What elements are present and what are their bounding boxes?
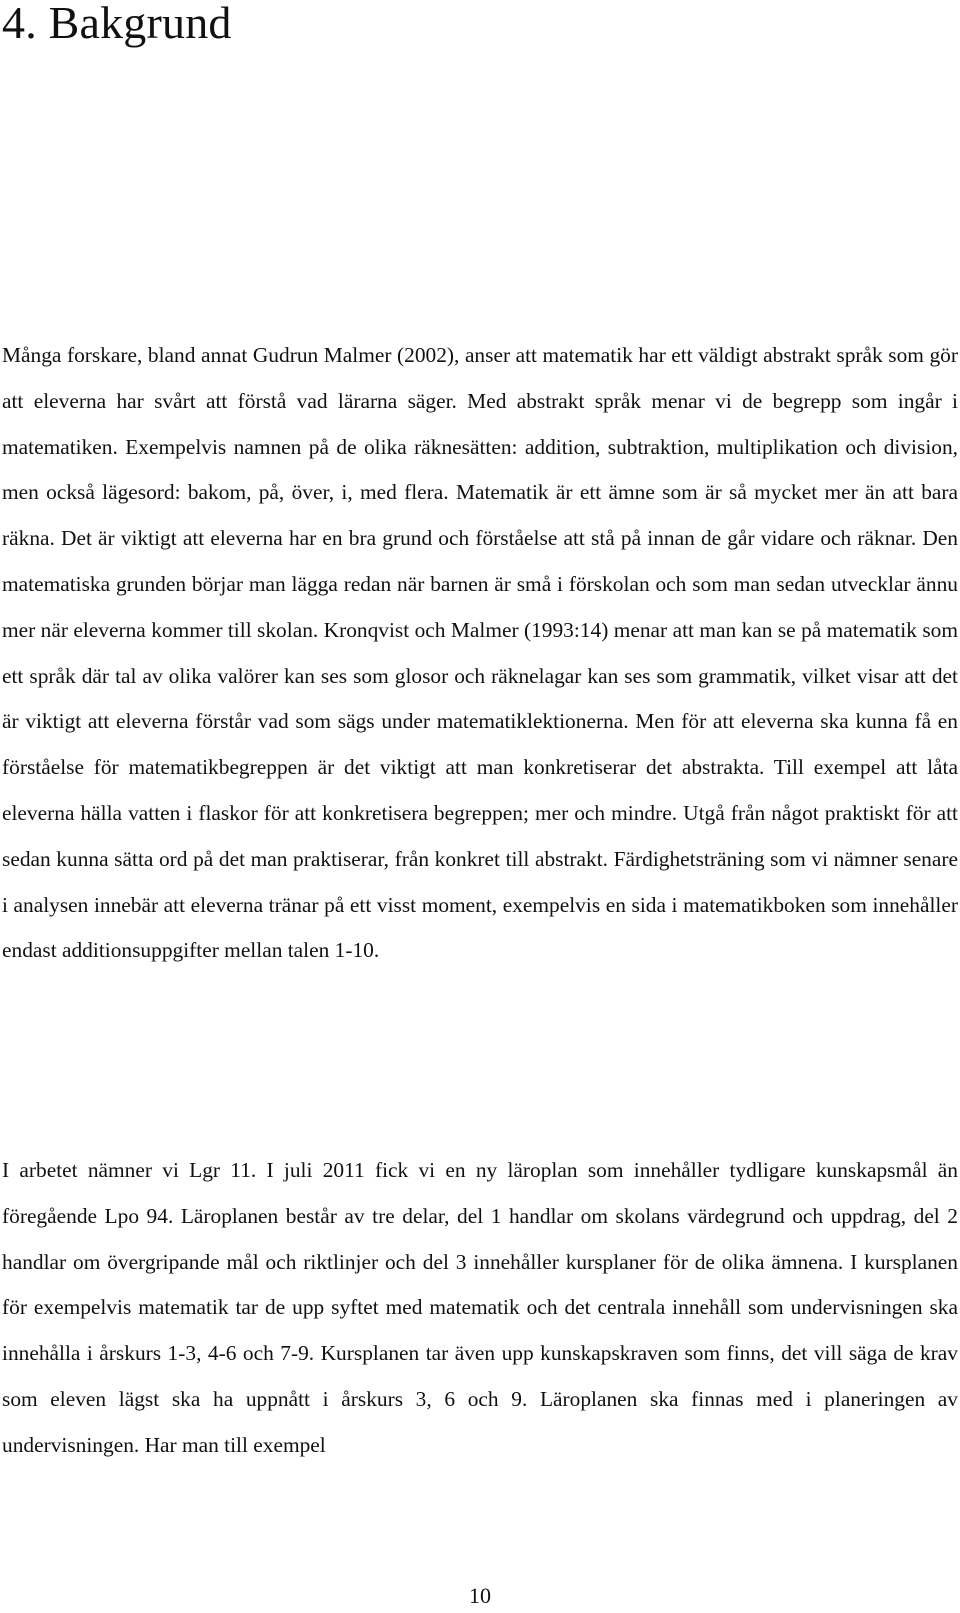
body-paragraph-1: Många forskare, bland annat Gudrun Malmer (2002), anser att matematik har ett väldigt abstrakt språk som gör att eleverna har svårt att förstå vad lärarna säger. Med abstrakt språk menar vi de begrepp som ingår i matematiken. Exempelvis namnen på de olika räknesätten: addition, subtraktion, multiplikation och division, men också lägesord: bakom, på, över, i, med flera. Matematik är ett ämne som är så mycket mer än att bara räkna. Det är viktigt att eleverna har en bra grund och förståelse att stå på innan de går vidare och räknar. Den matematiska grunden börjar man lägga redan när barnen är små i förskolan och som man sedan utvecklar ännu mer när eleverna kommer till skolan. Kronqvist och Malmer (1993:14) menar att man kan se på matematik som ett språk där tal av olika valörer kan ses som glosor och räknelagar kan ses som grammatik, vilket visar att det är viktigt att eleverna förstår vad som sägs under matematiklektionerna. Men för att eleverna ska kunna få en förståelse för matematikbegreppen är det viktigt att man konkretiserar det abstrakta. Till exempel att låta eleverna hälla vatten i flaskor för att konkretisera begreppen; mer och mindre. Utgå från något praktiskt för att sedan kunna sätta ord på det man praktiserar, från konkret till abstrakt. Färdighetsträning som vi nämner senare i analysen innebär att eleverna tränar på ett visst moment, exempelvis en sida i matematikboken som innehåller endast additionsuppgifter mellan talen 1-10. bbox=[2, 343, 958, 963]
body-paragraph-2: I arbetet nämner vi Lgr 11. I juli 2011 fick vi en ny läroplan som innehåller tydligare kunskapsmål än föregående Lpo 94. Läroplanen består av tre delar, del 1 handlar om skolans värdegrund och uppdrag, del 2 handlar om övergripande mål och riktlinjer och del 3 innehåller kursplaner för de olika ämnena. I kursplanen för exempelvis matematik tar de upp syftet med matematik och det centrala innehåll som undervisningen ska innehålla i årskurs 1-3, 4-6 och 7-9. Kursplanen tar även upp kunskapskraven som finns, det vill säga de krav som eleven lägst ska ha uppnått i årskurs 3, 6 och 9. Läroplanen ska finnas med i planeringen av undervisningen. Har man till exempel bbox=[2, 1158, 958, 1457]
section-heading: 4. Bakgrund bbox=[2, 0, 232, 48]
page-number: 10 bbox=[469, 1583, 491, 1608]
